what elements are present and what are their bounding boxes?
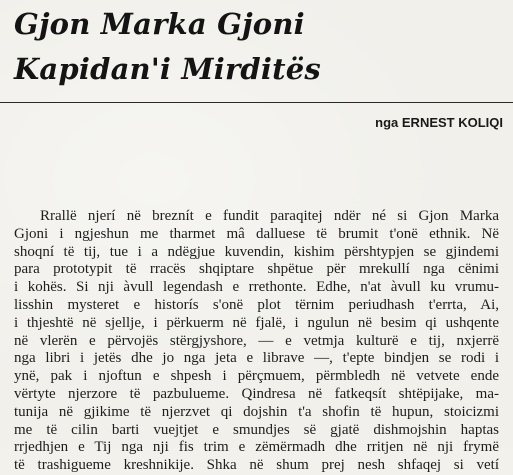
body-line: para prototypit të rracës shqiptare shpëtue për mrekullí nga cënimi: [14, 261, 499, 278]
body-line: tunija në gjikime të njerzvet qi dojshin t'a shofin të hupun, stoicizmi: [14, 403, 499, 420]
title-divider: [0, 102, 513, 103]
body-line: me të cilin barti vuejtjet e smundjes së gjatë dishmojshin haptas: [14, 421, 499, 438]
article-title-line-2: Kapidan'i Mirditës: [14, 52, 321, 86]
body-line: i thjeshtë në sjellje, i përkuerm në fjalë, i ngulun në besim qi ushqente: [14, 314, 499, 331]
author-byline: nga ERNEST KOLIQI: [375, 115, 503, 130]
body-line: shoqní të tij, tue i a ndëgjue kuvendin, kishim përshtypjen se gjindemi: [14, 243, 499, 260]
article-title-line-1: Gjon Marka Gjoni: [14, 7, 305, 41]
body-line: Gjoni i ngjeshun me tharmet mâ dalluese të brumit t'onë ethnik. Në: [14, 225, 499, 242]
article-body: [14, 208, 499, 475]
body-line: Rrallë njerí në breznít e fundit paraqitej ndër né si Gjon Marka: [40, 208, 499, 224]
body-line: vërtyte njerzore të pazbulueme. Qindresa në fatkeqsít shtëpijake, ma-: [14, 385, 499, 402]
body-line: rrjedhjen e Tij nga nji fis trim e zëmërmadh dhe rritjen në nji frymë: [14, 439, 499, 456]
body-line: i kohës. Si nji àvull legendash e rrethonte. Edhe, n'at àvull ku vrumu-: [14, 279, 499, 296]
body-line: ynë, pak i njoftun e shpesh i përçmuem, përmbledh në vetvete ende: [14, 368, 499, 385]
body-line: lisshin mysteret e historís s'onë plot tërnim periudhash t'errta, Ai,: [14, 296, 499, 313]
body-line: në vlerën e përvojës stërgjyshore, — e vetmja kulturë e tij, nxjerrë: [14, 332, 499, 349]
body-line: të trashigueme kreshnikije. Shka në shum prej nesh shfaqej si vetí: [14, 457, 499, 474]
body-line: nga libri i jetës dhe jo nga jeta e librave —, t'epte bindjen se rodi i: [14, 350, 499, 367]
